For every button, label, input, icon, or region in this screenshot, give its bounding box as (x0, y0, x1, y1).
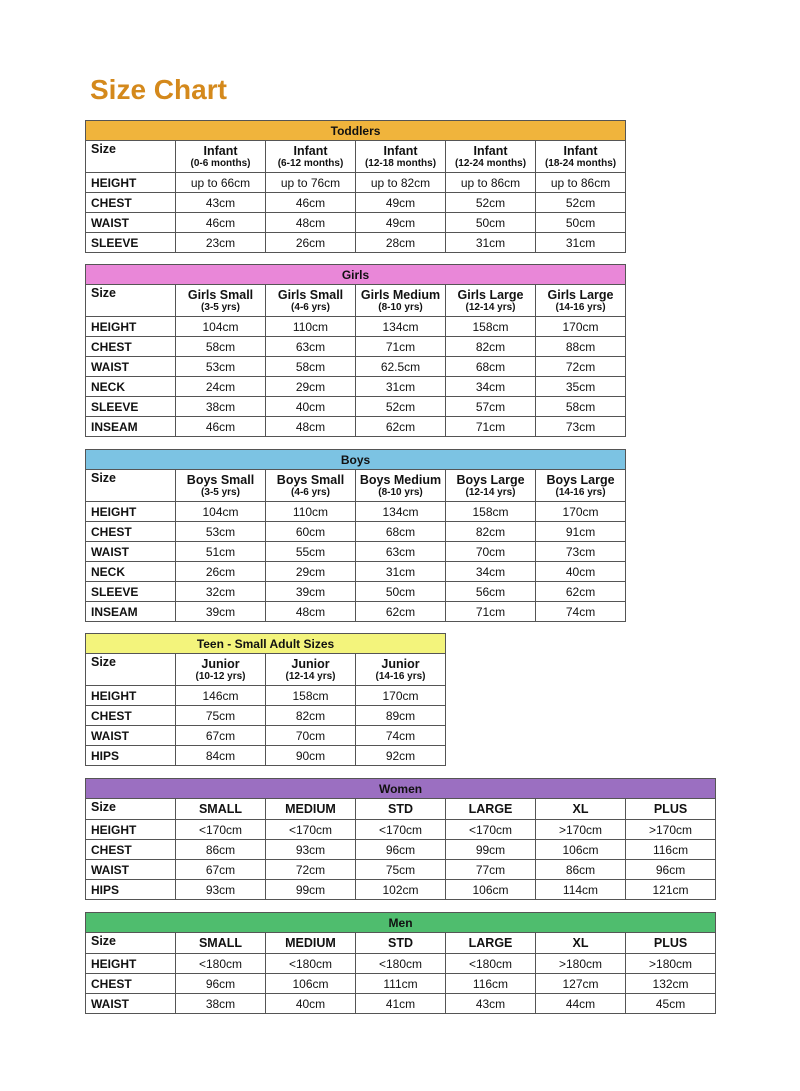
measurement-cell: 158cm (266, 686, 356, 706)
table-row-height (86, 317, 626, 337)
column-header (266, 799, 356, 820)
measurement-cell: 52cm (446, 193, 536, 213)
row-label: HEIGHT (86, 686, 176, 706)
column-size-name: Boys Large (546, 472, 615, 487)
column-size-name: MEDIUM (285, 802, 336, 816)
measurement-cell: 170cm (536, 502, 626, 522)
row-label: WAIST (86, 726, 176, 746)
column-header (536, 799, 626, 820)
column-age-range: (14-16 yrs) (555, 301, 606, 313)
column-size-name: Girls Medium (360, 287, 441, 302)
table-row-sleeve (86, 582, 626, 602)
measurement-cell: 50cm (356, 582, 446, 602)
measurement-cell: 74cm (356, 726, 446, 746)
table-row-waist (86, 357, 626, 377)
measurement-cell: 170cm (356, 686, 446, 706)
column-header (536, 933, 626, 954)
measurement-cell: 32cm (176, 582, 266, 602)
row-label: WAIST (86, 542, 176, 562)
row-label: INSEAM (86, 602, 176, 622)
column-age-range: (12-14 yrs) (465, 486, 516, 498)
measurement-cell: 73cm (536, 417, 626, 437)
table-row-height (86, 954, 716, 974)
table-row-chest (86, 193, 626, 213)
measurement-cell: 67cm (176, 726, 266, 746)
measurement-cell: 53cm (176, 522, 266, 542)
column-age-range: (8-10 yrs) (378, 301, 423, 313)
measurement-cell: 82cm (446, 522, 536, 542)
measurement-cell: 46cm (176, 417, 266, 437)
teen-size-table (85, 633, 446, 766)
table-row-waist (86, 860, 716, 880)
measurement-cell: 82cm (266, 706, 356, 726)
column-size-name: Girls Small (277, 287, 344, 302)
measurement-cell: 38cm (176, 397, 266, 417)
measurement-cell: >180cm (626, 954, 716, 974)
row-label: SLEEVE (86, 233, 176, 253)
measurement-cell: <180cm (266, 954, 356, 974)
measurement-cell: 62cm (356, 602, 446, 622)
measurement-cell: 111cm (356, 974, 446, 994)
measurement-cell: 50cm (446, 213, 536, 233)
toddlers-size-table (85, 120, 626, 253)
table-row-waist (86, 726, 446, 746)
measurement-cell: 34cm (446, 377, 536, 397)
column-size-name: PLUS (653, 802, 688, 816)
measurement-cell: 106cm (266, 974, 356, 994)
measurement-cell: <180cm (446, 954, 536, 974)
measurement-cell: 96cm (626, 860, 716, 880)
measurement-cell: 71cm (356, 337, 446, 357)
measurement-cell: 39cm (266, 582, 356, 602)
column-age-range: (3-5 yrs) (201, 301, 240, 313)
table-row-height (86, 686, 446, 706)
measurement-cell: 73cm (536, 542, 626, 562)
table-row-hips (86, 880, 716, 900)
measurement-cell: 52cm (536, 193, 626, 213)
measurement-cell: 93cm (266, 840, 356, 860)
table-row-sleeve (86, 233, 626, 253)
column-age-range: (3-5 yrs) (201, 486, 240, 498)
column-age-range: (10-12 yrs) (195, 670, 246, 682)
measurement-cell: 46cm (266, 193, 356, 213)
column-size-name: PLUS (653, 936, 688, 950)
measurement-cell: 116cm (446, 974, 536, 994)
column-size-name: STD (388, 936, 413, 950)
column-header (176, 799, 266, 820)
row-label: HEIGHT (86, 173, 176, 193)
measurement-cell: 31cm (356, 562, 446, 582)
measurement-cell: 31cm (536, 233, 626, 253)
table-title: Men (86, 913, 716, 933)
column-header (266, 141, 356, 173)
column-size-name: Infant (383, 143, 418, 158)
measurement-cell: 24cm (176, 377, 266, 397)
table-row-chest (86, 974, 716, 994)
column-size-name: Boys Small (186, 472, 255, 487)
measurement-cell: 62cm (536, 582, 626, 602)
measurement-cell: <170cm (176, 820, 266, 840)
measurement-cell: 40cm (266, 397, 356, 417)
column-header (356, 470, 446, 502)
measurement-cell: 29cm (266, 562, 356, 582)
measurement-cell: 71cm (446, 417, 536, 437)
measurement-cell: 116cm (626, 840, 716, 860)
measurement-cell: 70cm (446, 542, 536, 562)
measurement-cell: 49cm (356, 193, 446, 213)
column-header (176, 470, 266, 502)
measurement-cell: 96cm (356, 840, 446, 860)
measurement-cell: 93cm (176, 880, 266, 900)
column-header (446, 470, 536, 502)
table-row-waist (86, 542, 626, 562)
row-label: HEIGHT (86, 502, 176, 522)
row-label: CHEST (86, 193, 176, 213)
row-label: CHEST (86, 706, 176, 726)
column-header (446, 799, 536, 820)
measurement-cell: >180cm (536, 954, 626, 974)
column-size-name: MEDIUM (285, 936, 336, 950)
column-header (356, 799, 446, 820)
measurement-cell: 46cm (176, 213, 266, 233)
measurement-cell: up to 82cm (356, 173, 446, 193)
measurement-cell: 96cm (176, 974, 266, 994)
column-header-size: Size (86, 933, 176, 954)
measurement-cell: 67cm (176, 860, 266, 880)
measurement-cell: 34cm (446, 562, 536, 582)
column-size-name: SMALL (198, 936, 243, 950)
measurement-cell: 114cm (536, 880, 626, 900)
column-age-range: (12-14 yrs) (285, 670, 336, 682)
column-size-name: XL (572, 802, 589, 816)
measurement-cell: 89cm (356, 706, 446, 726)
table-row-hips (86, 746, 446, 766)
table-row-inseam (86, 602, 626, 622)
measurement-cell: 49cm (356, 213, 446, 233)
column-header (446, 141, 536, 173)
measurement-cell: 99cm (266, 880, 356, 900)
row-label: SLEEVE (86, 582, 176, 602)
measurement-cell: 53cm (176, 357, 266, 377)
measurement-cell: 23cm (176, 233, 266, 253)
table-row-height (86, 820, 716, 840)
measurement-cell: 39cm (176, 602, 266, 622)
column-size-name: LARGE (468, 936, 513, 950)
measurement-cell: 48cm (266, 213, 356, 233)
measurement-cell: 63cm (356, 542, 446, 562)
measurement-cell: 70cm (266, 726, 356, 746)
measurement-cell: 62cm (356, 417, 446, 437)
measurement-cell: 72cm (536, 357, 626, 377)
measurement-cell: 75cm (176, 706, 266, 726)
row-label: HEIGHT (86, 820, 176, 840)
row-label: NECK (86, 562, 176, 582)
measurement-cell: 45cm (626, 994, 716, 1014)
table-title: Boys (86, 450, 626, 470)
measurement-cell: 106cm (536, 840, 626, 860)
measurement-cell: <180cm (356, 954, 446, 974)
row-label: INSEAM (86, 417, 176, 437)
measurement-cell: 43cm (176, 193, 266, 213)
measurement-cell: 110cm (266, 502, 356, 522)
column-header (176, 933, 266, 954)
row-label: CHEST (86, 974, 176, 994)
measurement-cell: 121cm (626, 880, 716, 900)
column-header (266, 933, 356, 954)
measurement-cell: 44cm (536, 994, 626, 1014)
column-header-size: Size (86, 285, 176, 317)
measurement-cell: 52cm (356, 397, 446, 417)
column-header (536, 285, 626, 317)
measurement-cell: 170cm (536, 317, 626, 337)
measurement-cell: <170cm (446, 820, 536, 840)
column-size-name: Girls Large (547, 287, 614, 302)
measurement-cell: 134cm (356, 502, 446, 522)
column-age-range: (4-6 yrs) (291, 301, 330, 313)
column-header (626, 799, 716, 820)
column-size-name: Girls Large (457, 287, 524, 302)
column-header (626, 933, 716, 954)
row-label: HEIGHT (86, 317, 176, 337)
table-title: Girls (86, 265, 626, 285)
measurement-cell: 29cm (266, 377, 356, 397)
row-label: HIPS (86, 746, 176, 766)
page-title: Size Chart (90, 74, 227, 105)
measurement-cell: 106cm (446, 880, 536, 900)
girls-size-table (85, 264, 626, 437)
column-header (266, 470, 356, 502)
measurement-cell: 82cm (446, 337, 536, 357)
column-header (356, 285, 446, 317)
column-size-name: Infant (473, 143, 508, 158)
column-header (266, 285, 356, 317)
column-header-size: Size (86, 470, 176, 502)
measurement-cell: 88cm (536, 337, 626, 357)
column-size-name: STD (388, 802, 413, 816)
measurement-cell: 62.5cm (356, 357, 446, 377)
measurement-cell: 86cm (176, 840, 266, 860)
column-size-name: SMALL (198, 802, 243, 816)
measurement-cell: 31cm (356, 377, 446, 397)
measurement-cell: 58cm (536, 397, 626, 417)
measurement-cell: 50cm (536, 213, 626, 233)
row-label: CHEST (86, 840, 176, 860)
column-size-name: Infant (563, 143, 598, 158)
women-size-table (85, 778, 716, 900)
column-header (536, 141, 626, 173)
measurement-cell: 158cm (446, 317, 536, 337)
measurement-cell: 51cm (176, 542, 266, 562)
column-size-name: Girls Small (187, 287, 254, 302)
measurement-cell: 60cm (266, 522, 356, 542)
column-size-name: Junior (201, 656, 240, 671)
column-header-size: Size (86, 141, 176, 173)
measurement-cell: <170cm (266, 820, 356, 840)
men-size-table (85, 912, 716, 1014)
column-age-range: (12-14 yrs) (465, 301, 516, 313)
row-label: WAIST (86, 357, 176, 377)
measurement-cell: 56cm (446, 582, 536, 602)
table-row-chest (86, 840, 716, 860)
row-label: SLEEVE (86, 397, 176, 417)
column-header (356, 141, 446, 173)
measurement-cell: 31cm (446, 233, 536, 253)
column-age-range: (8-10 yrs) (378, 486, 423, 498)
column-size-name: Boys Large (456, 472, 525, 487)
row-label: WAIST (86, 860, 176, 880)
column-size-name: Junior (381, 656, 420, 671)
measurement-cell: 134cm (356, 317, 446, 337)
column-age-range: (6-12 months) (277, 157, 344, 169)
table-row-chest (86, 706, 446, 726)
measurement-cell: up to 76cm (266, 173, 356, 193)
measurement-cell: 99cm (446, 840, 536, 860)
row-label: HEIGHT (86, 954, 176, 974)
boys-size-table (85, 449, 626, 622)
column-header (446, 285, 536, 317)
measurement-cell: 28cm (356, 233, 446, 253)
column-age-range: (4-6 yrs) (291, 486, 330, 498)
measurement-cell: 72cm (266, 860, 356, 880)
row-label: WAIST (86, 213, 176, 233)
table-row-waist (86, 994, 716, 1014)
column-age-range: (12-18 months) (364, 157, 437, 169)
column-header-size: Size (86, 799, 176, 820)
column-size-name: Infant (293, 143, 328, 158)
measurement-cell: 71cm (446, 602, 536, 622)
measurement-cell: 146cm (176, 686, 266, 706)
measurement-cell: 40cm (536, 562, 626, 582)
row-label: HIPS (86, 880, 176, 900)
measurement-cell: 58cm (266, 357, 356, 377)
measurement-cell: >170cm (536, 820, 626, 840)
measurement-cell: <180cm (176, 954, 266, 974)
column-size-name: Boys Small (276, 472, 345, 487)
measurement-cell: 90cm (266, 746, 356, 766)
measurement-cell: up to 66cm (176, 173, 266, 193)
column-header (536, 470, 626, 502)
measurement-cell: 68cm (356, 522, 446, 542)
table-row-height (86, 502, 626, 522)
measurement-cell: up to 86cm (446, 173, 536, 193)
measurement-cell: 63cm (266, 337, 356, 357)
measurement-cell: 84cm (176, 746, 266, 766)
measurement-cell: 26cm (266, 233, 356, 253)
measurement-cell: 132cm (626, 974, 716, 994)
column-header (176, 285, 266, 317)
column-size-name: Infant (203, 143, 238, 158)
table-row-waist (86, 213, 626, 233)
column-age-range: (14-16 yrs) (555, 486, 606, 498)
measurement-cell: 43cm (446, 994, 536, 1014)
measurement-cell: 127cm (536, 974, 626, 994)
measurement-cell: up to 86cm (536, 173, 626, 193)
measurement-cell: 77cm (446, 860, 536, 880)
measurement-cell: 40cm (266, 994, 356, 1014)
measurement-cell: 58cm (176, 337, 266, 357)
table-row-inseam (86, 417, 626, 437)
column-size-name: Boys Medium (359, 472, 442, 487)
row-label: CHEST (86, 522, 176, 542)
column-header (356, 933, 446, 954)
table-row-neck (86, 377, 626, 397)
measurement-cell: 104cm (176, 317, 266, 337)
measurement-cell: 158cm (446, 502, 536, 522)
measurement-cell: 68cm (446, 357, 536, 377)
measurement-cell: 57cm (446, 397, 536, 417)
table-row-chest (86, 522, 626, 542)
measurement-cell: 74cm (536, 602, 626, 622)
column-header (176, 141, 266, 173)
column-age-range: (14-16 yrs) (375, 670, 426, 682)
column-size-name: XL (572, 936, 589, 950)
table-title: Women (86, 779, 716, 799)
table-row-chest (86, 337, 626, 357)
table-title: Toddlers (86, 121, 626, 141)
column-header (446, 933, 536, 954)
table-row-neck (86, 562, 626, 582)
table-row-height (86, 173, 626, 193)
column-header (266, 654, 356, 686)
measurement-cell: 26cm (176, 562, 266, 582)
measurement-cell: 48cm (266, 417, 356, 437)
row-label: NECK (86, 377, 176, 397)
measurement-cell: 92cm (356, 746, 446, 766)
column-size-name: LARGE (468, 802, 513, 816)
column-header-size: Size (86, 654, 176, 686)
measurement-cell: 35cm (536, 377, 626, 397)
row-label: WAIST (86, 994, 176, 1014)
measurement-cell: 41cm (356, 994, 446, 1014)
measurement-cell: >170cm (626, 820, 716, 840)
measurement-cell: 86cm (536, 860, 626, 880)
table-title: Teen - Small Adult Sizes (86, 634, 446, 654)
column-header (356, 654, 446, 686)
column-size-name: Junior (291, 656, 330, 671)
column-header (176, 654, 266, 686)
measurement-cell: 48cm (266, 602, 356, 622)
measurement-cell: 55cm (266, 542, 356, 562)
column-age-range: (18-24 months) (544, 157, 617, 169)
measurement-cell: 104cm (176, 502, 266, 522)
measurement-cell: 91cm (536, 522, 626, 542)
measurement-cell: 75cm (356, 860, 446, 880)
table-row-sleeve (86, 397, 626, 417)
measurement-cell: 110cm (266, 317, 356, 337)
measurement-cell: 102cm (356, 880, 446, 900)
column-age-range: (0-6 months) (190, 157, 251, 169)
row-label: CHEST (86, 337, 176, 357)
column-age-range: (12-24 months) (454, 157, 527, 169)
measurement-cell: <170cm (356, 820, 446, 840)
measurement-cell: 38cm (176, 994, 266, 1014)
